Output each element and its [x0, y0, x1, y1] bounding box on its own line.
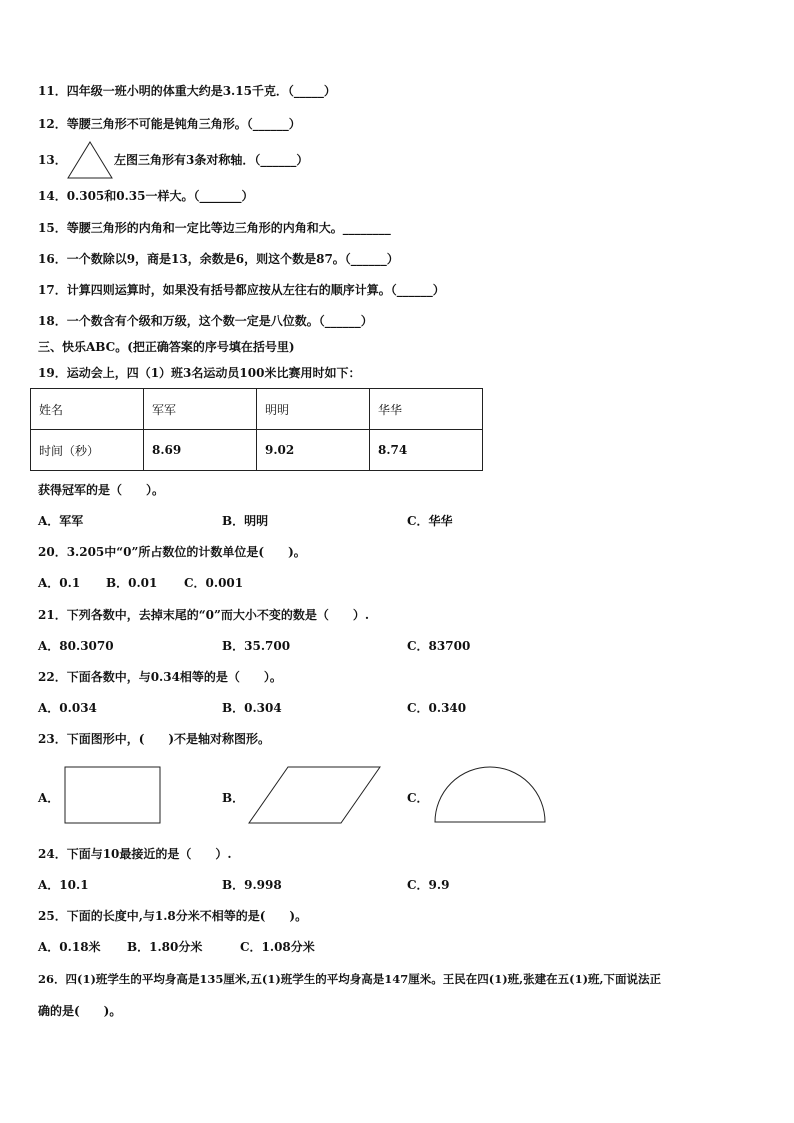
- q11: 11．四年级一班小明的体重大约是3.15千克．（_____）: [38, 84, 336, 98]
- q25-option-b: B．1.80分米: [127, 940, 203, 954]
- section-3-heading: 三、快乐ABC。(把正确答案的序号填在括号里): [38, 340, 295, 354]
- q24-option-a: A．10.1: [38, 878, 89, 892]
- q19-option-b: B．明明: [222, 514, 269, 528]
- q22: 22．下面各数中，与0.34相等的是（ ）。: [38, 670, 282, 684]
- q21-option-a: A．80.3070: [38, 639, 114, 653]
- table-cell: 姓名: [31, 389, 144, 430]
- table-cell: 8.74: [370, 430, 483, 471]
- q20: 20．3.205中“0”所占数位的计数单位是( )。: [38, 545, 306, 559]
- q22-option-b: B．0.304: [222, 701, 282, 715]
- table-cell: 明明: [257, 389, 370, 430]
- table-cell: 9.02: [257, 430, 370, 471]
- q20-option-b: B．0.01: [106, 576, 158, 590]
- q24-option-c: C．9.9: [407, 878, 450, 892]
- q20-option-c: C．0.001: [184, 576, 244, 590]
- triangle-figure: [66, 140, 114, 180]
- semicircle-figure: [434, 766, 546, 824]
- q24: 24．下面与10最接近的是（ ）.: [38, 847, 232, 861]
- q19: 19．运动会上，四（1）班3名运动员100米比赛用时如下：: [38, 366, 361, 380]
- table-row: [31, 430, 483, 471]
- q26-line-1: 26．四(1)班学生的平均身高是135厘米,五(1)班学生的平均身高是147厘米。王民在四(1)班,张建在五(1)班,下面说法正: [38, 972, 662, 986]
- q19-option-a: A．军军: [38, 514, 84, 528]
- q21-option-b: B．35.700: [222, 639, 291, 653]
- q23-option-b: B．: [222, 791, 245, 805]
- rectangle-figure: [64, 766, 162, 824]
- table-cell: 8.69: [144, 430, 257, 471]
- q25-option-c: C．1.08分米: [240, 940, 315, 954]
- table-cell: 华华: [370, 389, 483, 430]
- q21-option-c: C．83700: [407, 639, 471, 653]
- table-cell: 军军: [144, 389, 257, 430]
- q17: 17．计算四则运算时，如果没有括号都应按从左往右的顺序计算。（______）: [38, 283, 445, 297]
- q13-text: 左图三角形有3条对称轴．（______）: [114, 153, 309, 167]
- q24-option-b: B．9.998: [222, 878, 282, 892]
- table-header-row: [31, 389, 483, 430]
- table-cell: 时间（秒）: [31, 430, 144, 471]
- q23-option-c: C．: [407, 791, 429, 805]
- q20-option-a: A．0.1: [38, 576, 81, 590]
- q15: 15．等腰三角形的内角和一定比等边三角形的内角和大。________: [38, 221, 391, 235]
- q25: 25．下面的长度中,与1.8分米不相等的是( )。: [38, 909, 308, 923]
- q12: 12．等腰三角形不可能是钝角三角形。（______）: [38, 117, 301, 131]
- q23-option-a: A．: [38, 791, 60, 805]
- q18: 18．一个数含有个级和万级，这个数一定是八位数。（______）: [38, 314, 373, 328]
- race-time-table: [30, 388, 483, 471]
- q25-option-a: A．0.18米: [38, 940, 101, 954]
- q19-option-c: C．华华: [407, 514, 453, 528]
- q19-ask: 获得冠军的是（ ）。: [38, 483, 165, 497]
- q26-line-2: 确的是( )。: [38, 1004, 122, 1018]
- q22-option-c: C．0.340: [407, 701, 467, 715]
- q21: 21．下列各数中，去掉末尾的“0”而大小不变的数是（ ）.: [38, 608, 370, 622]
- q14: 14．0.305和0.35一样大。（_______）: [38, 189, 254, 203]
- q23: 23．下面图形中，( )不是轴对称图形。: [38, 732, 271, 746]
- q13-number: 13．: [38, 153, 67, 167]
- q22-option-a: A．0.034: [38, 701, 97, 715]
- parallelogram-figure: [248, 766, 382, 824]
- q16: 16．一个数除以9，商是13，余数是6，则这个数是87。（______）: [38, 252, 399, 266]
